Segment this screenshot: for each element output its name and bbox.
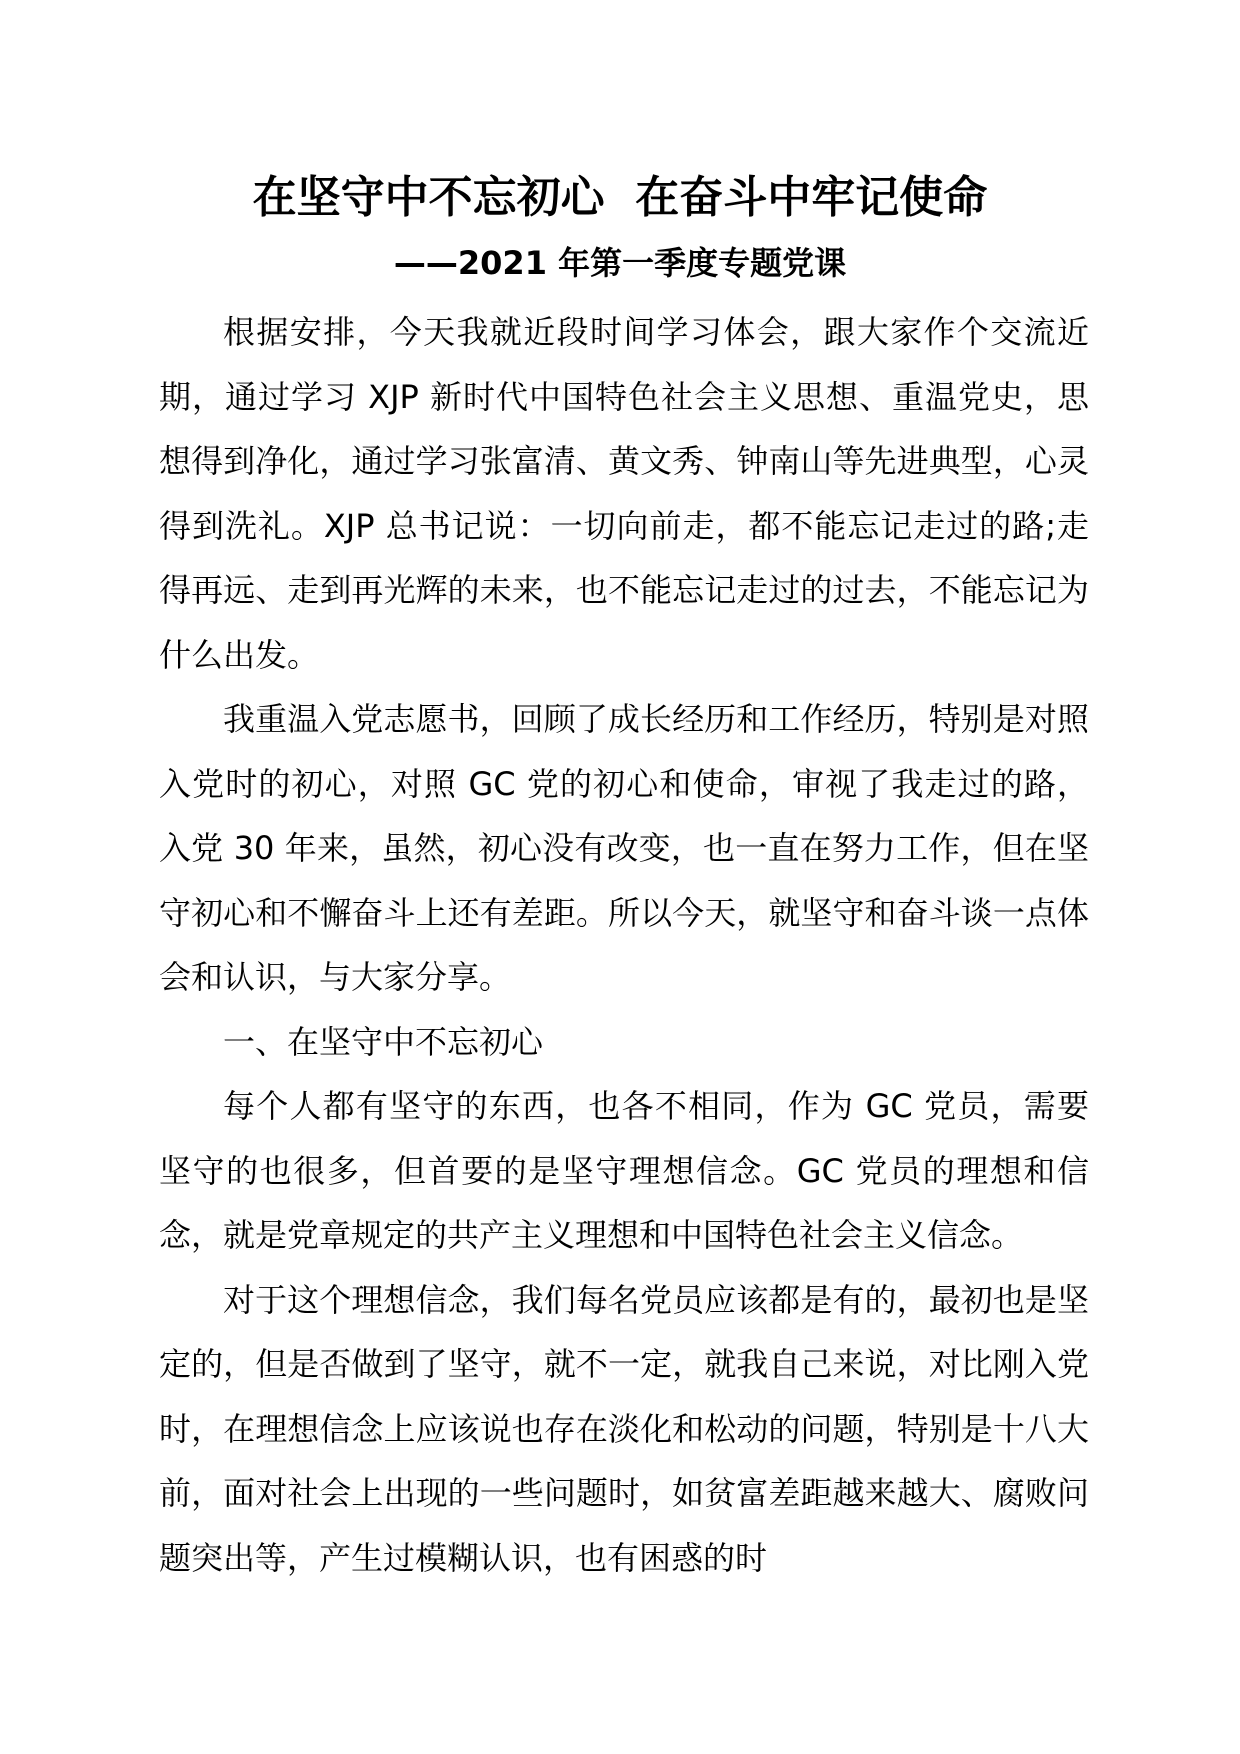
paragraph: 根据安排，今天我就近段时间学习体会，跟大家作个交流近期，通过学习 XJP 新时代中国特色社会主义思想、重温党史，思想得到净化，通过学习张富清、黄文秀、钟南山等先进典型，心灵得到洗礼。XJP 总书记说：一切向前走，都不能忘记走过的路;走得再远、走到再光辉的未来，也不能忘记走过的过去，不能忘记为什么出发。 bbox=[159, 313, 1089, 674]
paragraph: 每个人都有坚守的东西，也各不相同，作为 GC 党员，需要坚守的也很多，但首要的是坚守理想信念。GC 党员的理想和信念，就是党章规定的共产主义理想和中国特色社会主义信念。 bbox=[159, 1087, 1089, 1254]
document-body bbox=[159, 300, 1089, 1590]
document-title: 在坚守中不忘初心 在奋斗中牢记使命 bbox=[252, 172, 988, 223]
paragraph: 我重温入党志愿书，回顾了成长经历和工作经历，特别是对照入党时的初心，对照 GC 党的初心和使命，审视了我走过的路，入党 30 年来，虽然，初心没有改变，也一直在努力工作，但在坚守初心和不懈奋斗上还有差距。所以今天，就坚守和奋斗谈一点体会和认识，与大家分享。 bbox=[159, 700, 1089, 996]
document-subtitle: ——2021 年第一季度专题党课 bbox=[393, 244, 847, 282]
paragraph: 对于这个理想信念，我们每名党员应该都是有的，最初也是坚定的，但是否做到了坚守，就不一定，就我自己来说，对比刚入党时，在理想信念上应该说也存在淡化和松动的问题，特别是十八大前，面对社会上出现的一些问题时，如贫富差距越来越大、腐败问题突出等，产生过模糊认识，也有困惑的时 bbox=[159, 1280, 1089, 1577]
section-heading: 一、在坚守中不忘初心 bbox=[223, 1022, 544, 1061]
